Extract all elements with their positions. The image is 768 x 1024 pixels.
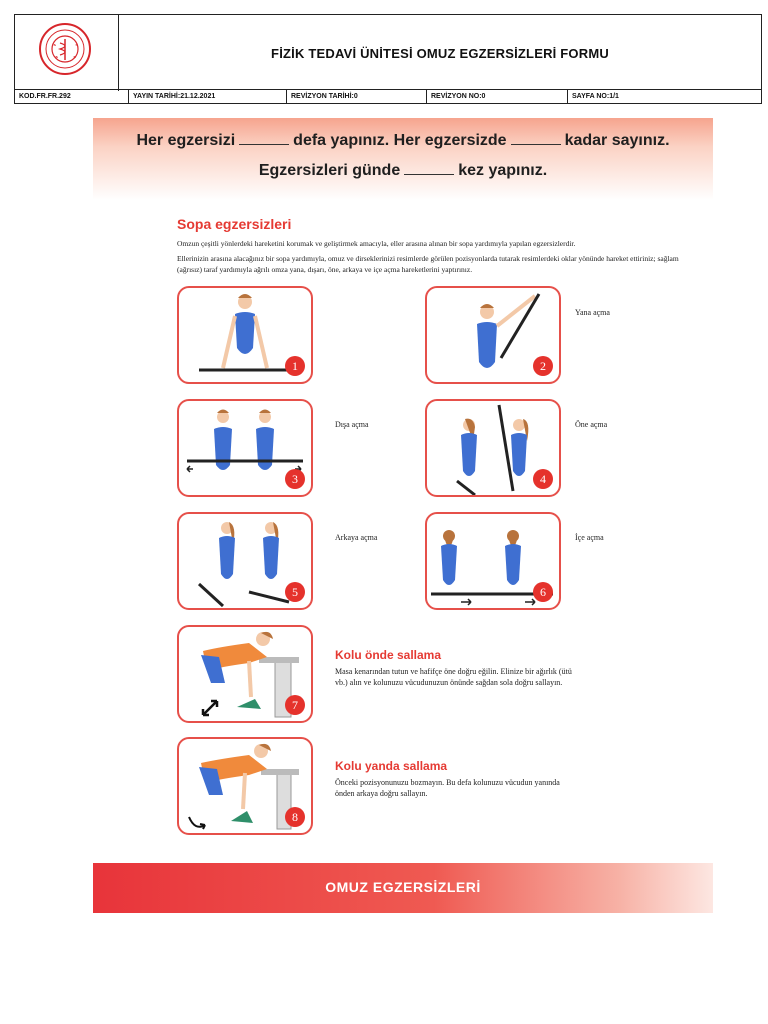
caption-inward: İçe açma bbox=[575, 533, 604, 542]
front-swing-title: Kolu önde sallama bbox=[335, 648, 442, 662]
front-swing-text: Masa kenarından tutun ve hafifçe öne doğru eğilin. Elinize bir ağırlık (ütü vb.) alın ve kolunuzu vücudunuzun önünde sağdan sola doğru sallayın. bbox=[335, 667, 572, 687]
panel-number: 1 bbox=[285, 356, 305, 376]
meta-publish-date: YAYIN TARİHİ:21.12.2021 bbox=[129, 90, 287, 103]
meta-revision-date: REVİZYON TARİHİ:0 bbox=[287, 90, 427, 103]
caption-backward: Arkaya açma bbox=[335, 533, 378, 542]
instruction-text: kez yapınız. bbox=[458, 162, 548, 179]
exercise-panel-5 bbox=[177, 512, 313, 610]
blank-field bbox=[511, 134, 561, 145]
panel-number: 7 bbox=[285, 695, 305, 715]
panel-number: 5 bbox=[285, 582, 305, 602]
caption-outward: Dışa açma bbox=[335, 420, 369, 429]
blank-field bbox=[239, 134, 289, 145]
meta-page-no: SAYFA NO:1/1 bbox=[572, 93, 619, 100]
exercise-panel-8 bbox=[177, 737, 313, 835]
exercise-panel-3 bbox=[177, 399, 313, 497]
meta-code: KOD.FR.FR.292 bbox=[15, 90, 129, 103]
instruction-line-2 bbox=[93, 162, 713, 180]
exercise-poster bbox=[93, 118, 713, 918]
caption-side-raise: Yana açma bbox=[575, 308, 610, 317]
exercise-panel-1 bbox=[177, 286, 313, 384]
stick-instruction-paragraph: Ellerinizin arasına alacağınız bir sopa yardımıyla, omuz ve dirseklerinizi resimlerde görülen pozisyonlarda tutarak resimlerdeki oklar yönünde hareket ettiriniz; sağlam (ağrısız) taraf yardımıyla ağrılı omza yana, dışarı, öne, arkaya ve içe açma hareketlerini yaptırınız. bbox=[177, 254, 679, 274]
instruction-text: defa yapınız. Her egzersizde bbox=[293, 132, 507, 149]
exercise-panel-7 bbox=[177, 625, 313, 723]
ministry-logo-icon bbox=[15, 15, 119, 91]
instruction-text: Her egzersizi bbox=[136, 132, 236, 149]
caption-forward: Öne açma bbox=[575, 420, 608, 429]
exercise-panel-6 bbox=[425, 512, 561, 610]
poster-footer-title: OMUZ EGZERSİZLERİ bbox=[325, 879, 481, 895]
instruction-line-1 bbox=[93, 132, 713, 150]
logo-cell bbox=[15, 15, 119, 91]
panel-number: 3 bbox=[285, 469, 305, 489]
form-header bbox=[14, 14, 762, 90]
poster-top-band bbox=[93, 118, 713, 200]
stick-exercises-title: Sopa egzersizleri bbox=[177, 216, 292, 232]
panel-number: 2 bbox=[533, 356, 553, 376]
stick-intro-paragraph: Omzun çeşitli yönlerdeki hareketini korumak ve geliştirmek amacıyla, eller arasına alınan bir sopa yardımıyla yapılan egzersizlerdir. bbox=[177, 239, 576, 248]
blank-field bbox=[404, 164, 454, 175]
instruction-text: kadar sayınız. bbox=[564, 132, 670, 149]
poster-footer-band bbox=[93, 863, 713, 913]
panel-number: 6 bbox=[533, 582, 553, 602]
exercise-panel-2 bbox=[425, 286, 561, 384]
instruction-text: Egzersizleri günde bbox=[258, 162, 401, 179]
side-swing-title: Kolu yanda sallama bbox=[335, 759, 448, 773]
form-title: FİZİK TEDAVİ ÜNİTESİ OMUZ EGZERSİZLERİ FORMU bbox=[271, 45, 609, 61]
panel-number: 8 bbox=[285, 807, 305, 827]
meta-revision-no: REVİZYON NO:0 bbox=[427, 90, 568, 103]
exercise-panel-4 bbox=[425, 399, 561, 497]
panel-number: 4 bbox=[533, 469, 553, 489]
form-meta-row bbox=[14, 90, 762, 104]
side-swing-text: Önceki pozisyonunuzu bozmayın. Bu defa kolunuzu vücudun yanında önden arkaya doğru sallayın. bbox=[335, 778, 560, 798]
